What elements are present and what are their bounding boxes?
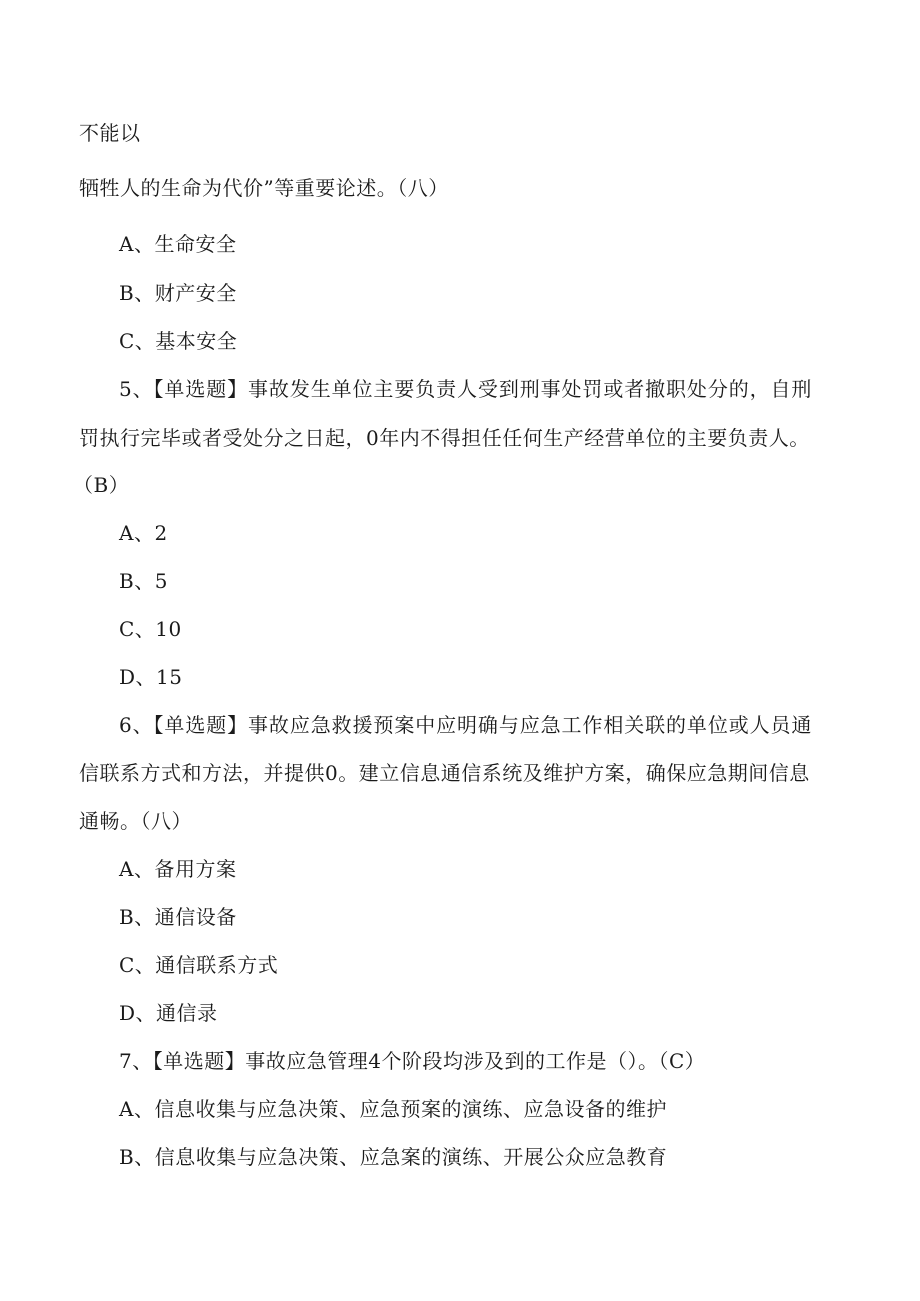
q5-option-d: D、15 bbox=[119, 665, 183, 689]
prev-option-c: C、基本安全 bbox=[119, 329, 238, 353]
q6-stem-line-2: 信联系方式和方法，并提供0。建立信息通信系统及维护方案，确保应急期间信息 bbox=[79, 761, 810, 785]
q7-option-b: B、信息收集与应急决策、应急案的演练、开展公众应急教育 bbox=[119, 1145, 668, 1169]
q5-stem-line-2: 罚执行完毕或者受处分之日起，0年内不得担任任何生产经营单位的主要负责人。 bbox=[79, 426, 810, 450]
q6-option-c: C、通信联系方式 bbox=[119, 953, 279, 977]
q6-stem-line-3: 通畅。（八） bbox=[79, 809, 192, 833]
prev-option-a: A、生命安全 bbox=[119, 232, 237, 256]
q5-stem-line-1: 5、【单选题】事故发生单位主要负责人受到刑事处罚或者撤职处分的，自刑 bbox=[119, 377, 813, 401]
q5-option-c: C、10 bbox=[119, 617, 182, 641]
q5-option-b: B、5 bbox=[119, 569, 168, 593]
q7-option-a: A、信息收集与应急决策、应急预案的演练、应急设备的维护 bbox=[119, 1097, 667, 1121]
q6-stem-line-1: 6、【单选题】事故应急救援预案中应明确与应急工作相关联的单位或人员通 bbox=[119, 713, 813, 737]
q6-option-b: B、通信设备 bbox=[119, 905, 237, 929]
q6-option-a: A、备用方案 bbox=[119, 857, 237, 881]
q7-stem-line-1: 7、【单选题】事故应急管理4个阶段均涉及到的工作是（）。（C） bbox=[119, 1049, 706, 1073]
continuation-line-2: 牺牲人的生命为代价”等重要论述。（八） bbox=[79, 176, 449, 200]
q5-answer: （B） bbox=[73, 473, 130, 497]
q5-option-a: A、2 bbox=[119, 521, 168, 545]
prev-option-b: B、财产安全 bbox=[119, 281, 237, 305]
continuation-line-1: 不能以 bbox=[79, 121, 141, 145]
q6-option-d: D、通信录 bbox=[119, 1001, 218, 1025]
